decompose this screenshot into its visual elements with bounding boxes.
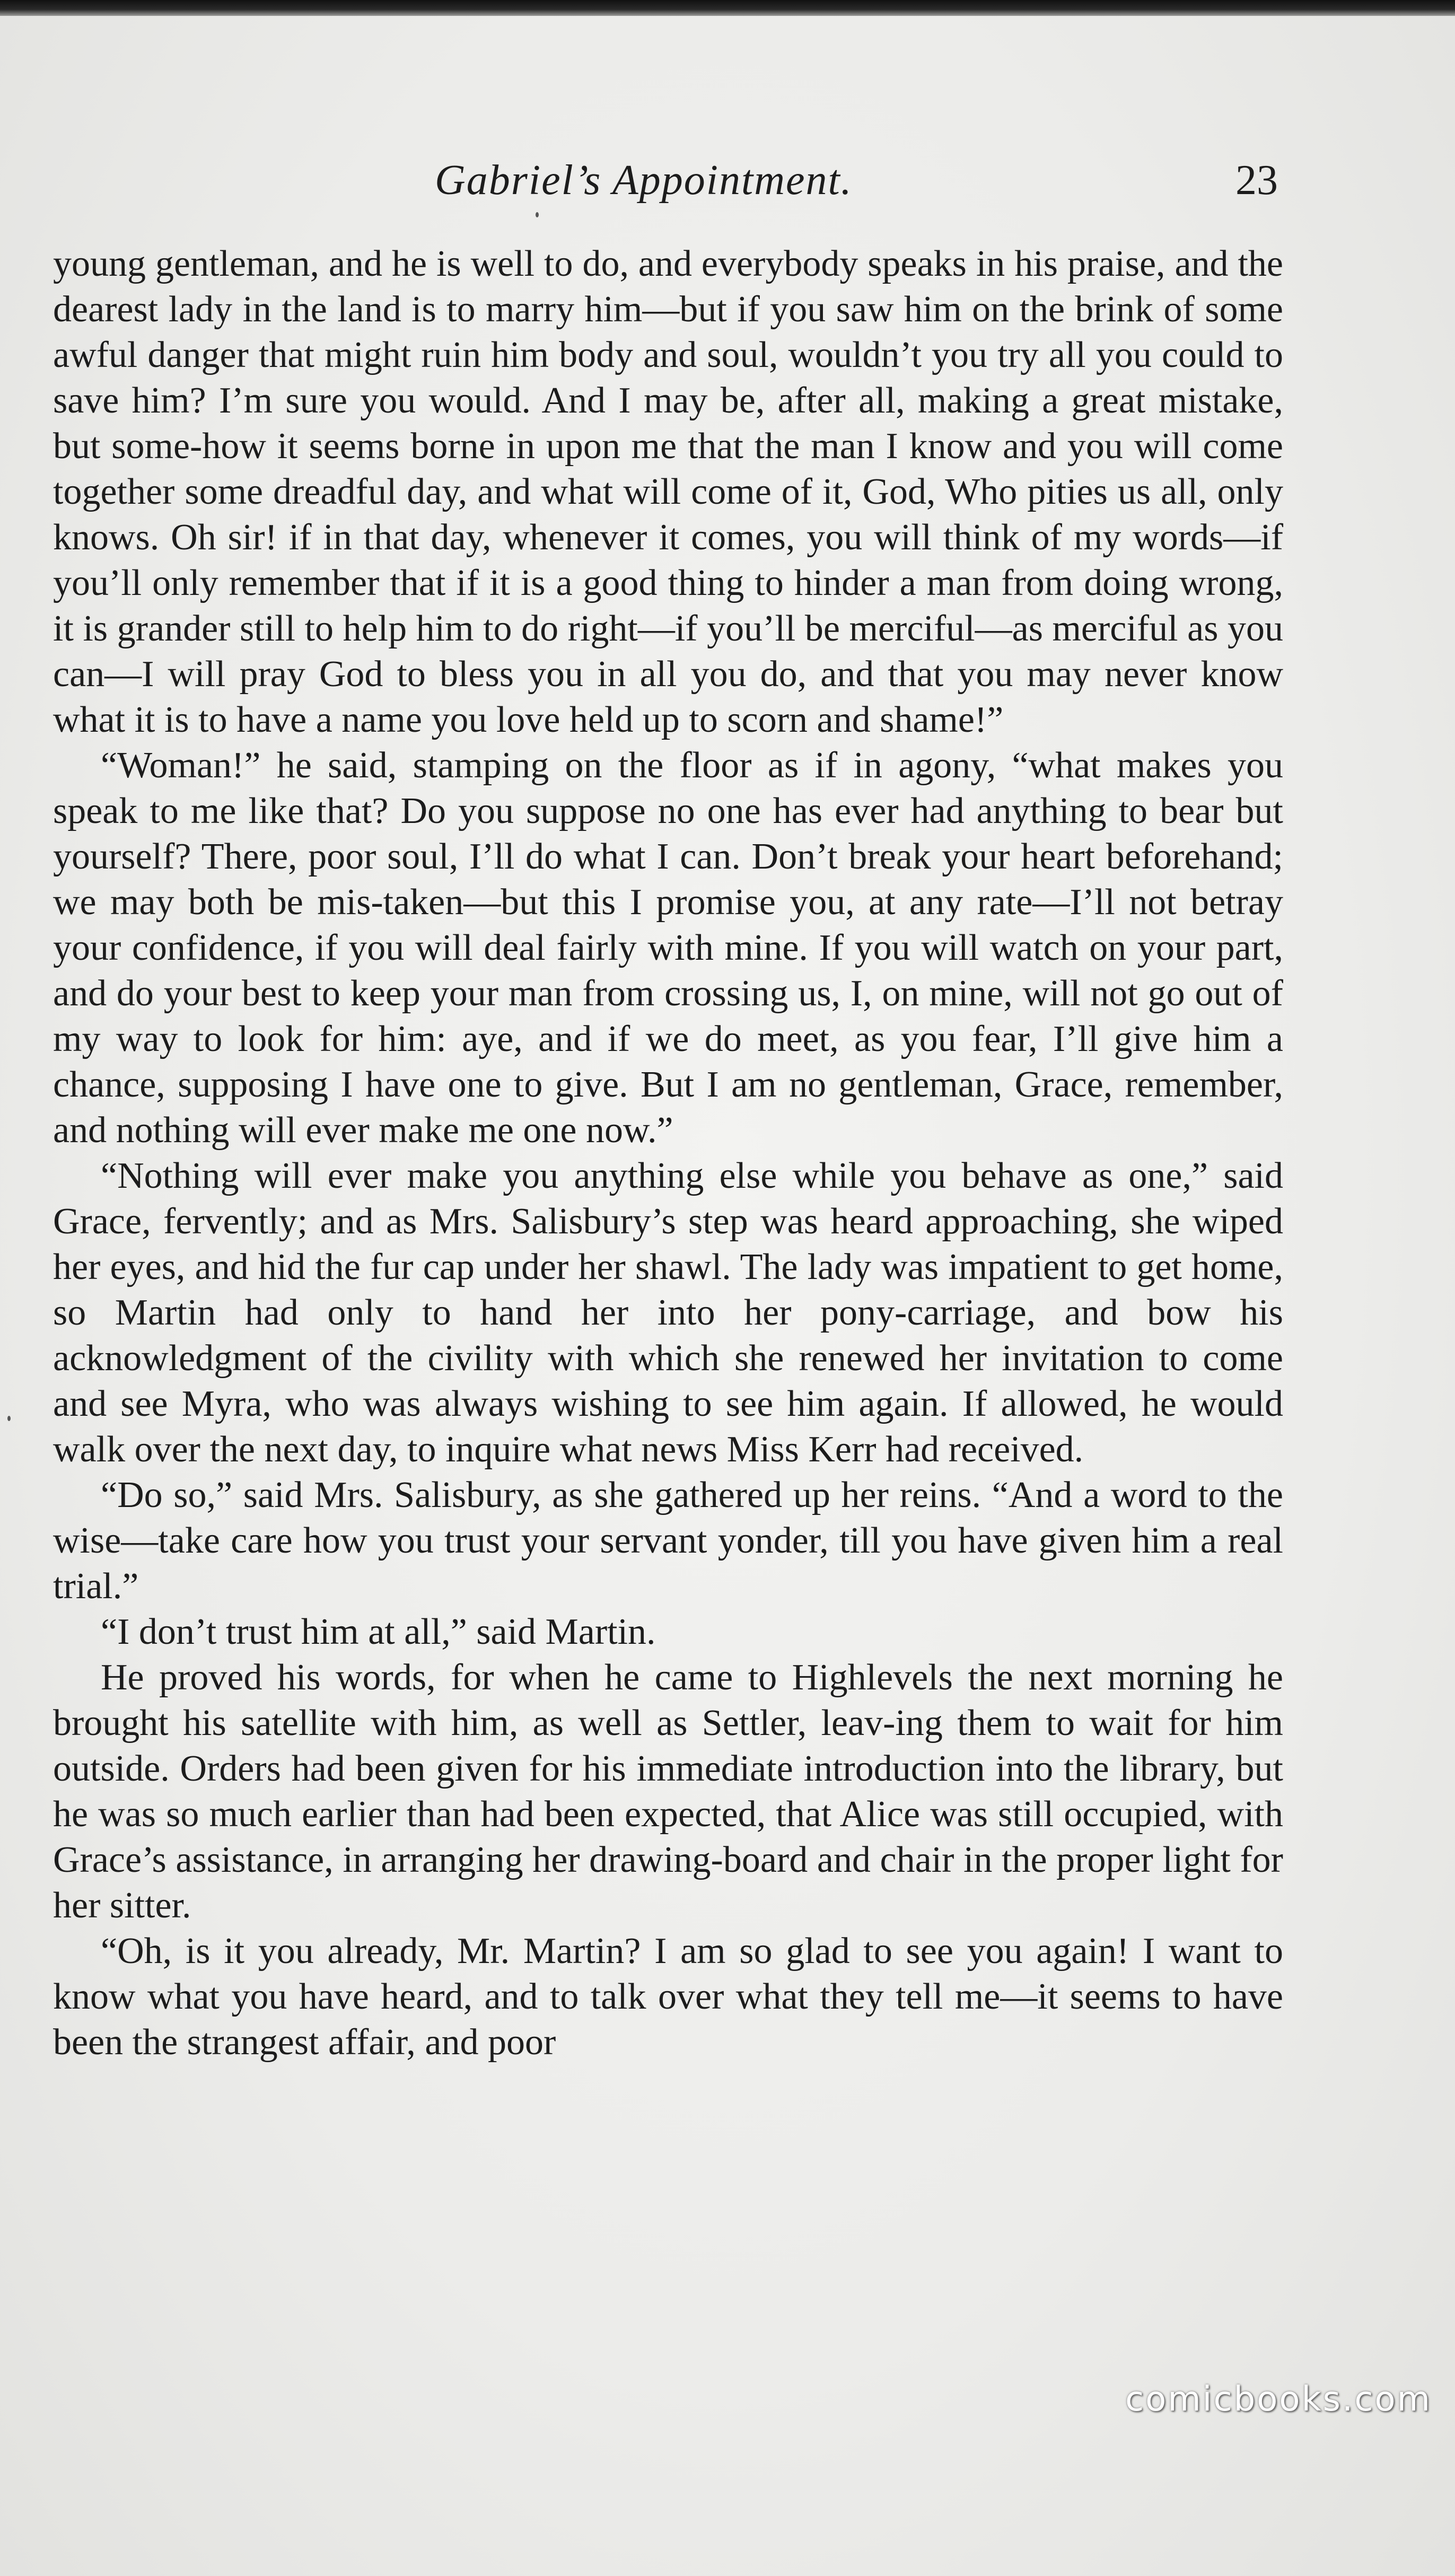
scan-top-edge — [0, 0, 1455, 16]
running-head — [0, 148, 1455, 212]
scan-speck — [536, 212, 539, 217]
watermark: comicbooks.com — [1125, 2380, 1432, 2419]
page-number: 23 — [1235, 157, 1278, 204]
paragraph-5: “I don’t trust him at all,” said Martin. — [101, 1611, 656, 1652]
body-text — [53, 241, 1283, 2065]
paragraph-3: “Nothing will ever make you anything else while you behave as one,” said Grace, fervently; and as Mrs. Salisbury’s step was heard approaching, she wiped her eyes, and hid the fur cap under her shawl. The lady was impatient to get home, so Martin had only to hand her into her pony-carriage, and bow his acknowledgment of the civility with which she renewed her invitation to come and see Myra, who was always wishing to see him again. If allowed, he would walk over the next day, to inquire what news Miss Kerr had received. — [53, 1155, 1283, 1470]
paragraph-2: “Woman!” he said, stamping on the floor as if in agony, “what makes you speak to me like that? Do you suppose no one has ever had anything to bear but yourself? There, poor soul, I’ll do what I can. Don’t break your heart beforehand; we may both be mis-taken—but this I promise you, at any rate—I’ll not betray your confidence, if you will deal fairly with mine. If you will watch on your part, and do your best to keep your man from crossing us, I, on mine, will not go out of my way to look for him: aye, and if we do meet, as you fear, I’ll give him a chance, supposing I have one to give. But I am no gentleman, Grace, remember, and nothing will ever make me one now.” — [53, 745, 1283, 1151]
scan-speck — [7, 1416, 11, 1421]
book-page — [0, 16, 1455, 2576]
paragraph-4: “Do so,” said Mrs. Salisbury, as she gathered up her reins. “And a word to the wise—take care how you trust your servant yonder, till you have given him a real trial.” — [53, 1475, 1283, 1607]
paragraph-7: “Oh, is it you already, Mr. Martin? I am so glad to see you again! I want to know what you have heard, and to talk over what they tell me—it seems to have been the strangest affair, and poor — [53, 1931, 1283, 2063]
running-title: Gabriel’s Appointment. — [435, 157, 853, 204]
paragraph-1: young gentleman, and he is well to do, and everybody speaks in his praise, and the dearest lady in the land is to marry him—but if you saw him on the brink of some awful danger that might ruin him body and soul, wouldn’t you try all you could to save him? I’m sure you would. And I may be, after all, making a great mistake, but some-how it seems borne in upon me that the man I know and you will come together some dreadful day, and what will come of it, God, Who pities us all, only knows. Oh sir! if in that day, whenever it comes, you will think of my words—if you’ll only remember that if it is a good thing to hinder a man from doing wrong, it is grander still to help him to do right—if you’ll be merciful—as merciful as you can—I will pray God to bless you in all you do, and that you may never know what it is to have a name you love held up to scorn and shame!” — [53, 243, 1283, 740]
paragraph-6: He proved his words, for when he came to Highlevels the next morning he brought his satellite with him, as well as Settler, leav-ing them to wait for him outside. Orders had been given for his immediate introduction into the library, but he was so much earlier than had been expected, that Alice was still occupied, with Grace’s assistance, in arranging her drawing-board and chair in the proper light for her sitter. — [53, 1657, 1283, 1926]
